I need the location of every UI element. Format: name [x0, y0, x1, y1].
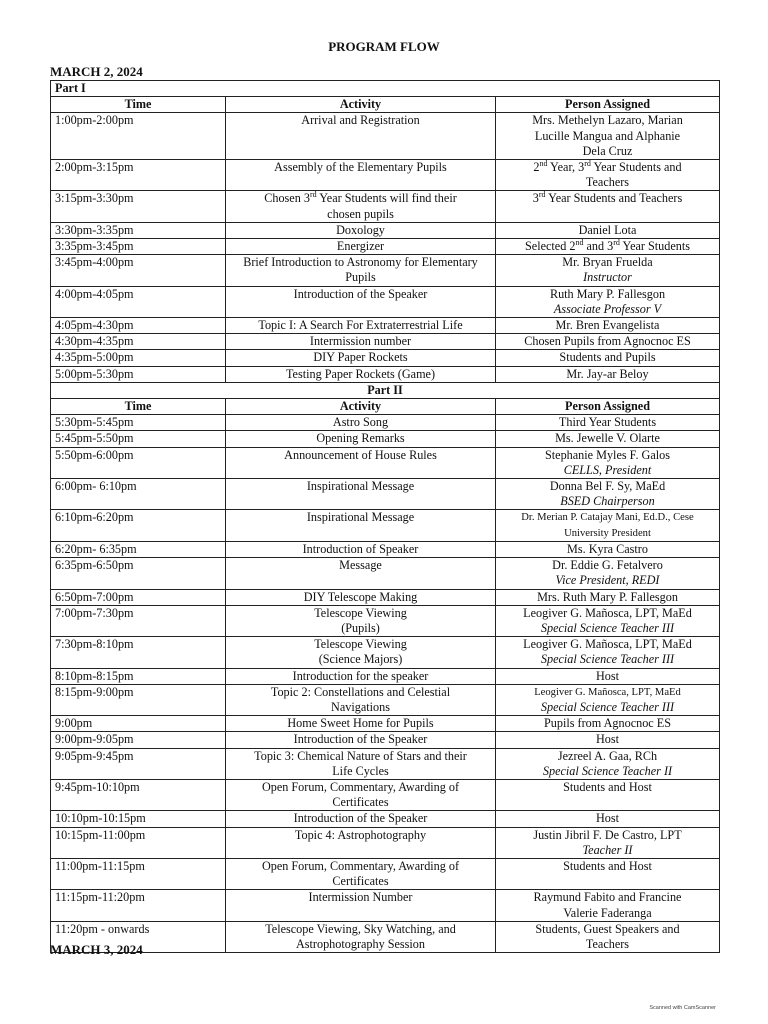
person-cell [496, 748, 720, 779]
activity-cell: Energizer [226, 239, 496, 255]
activity-cell: Doxology [226, 222, 496, 238]
part-row [51, 382, 720, 398]
role-text: Vice President, REDI [555, 573, 660, 588]
person-cell [496, 637, 720, 668]
activity-cell: Intermission Number [226, 890, 496, 921]
header-row [51, 399, 720, 415]
activity-cell: Inspirational Message [226, 479, 496, 510]
cell-text: Open Forum, Commentary, Awarding of [261, 779, 460, 794]
table-row [51, 827, 720, 858]
time-cell: 4:30pm-4:35pm [51, 334, 226, 350]
cell-text: Selected 2nd and 3rd Year Students [525, 237, 690, 254]
cell-text: Chosen Pupils from Agnocnoc ES [524, 334, 691, 349]
cell-text: Valerie Faderanga [563, 905, 652, 920]
table-row [51, 732, 720, 748]
cell-text: chosen pupils [327, 206, 394, 221]
time-cell: 2:00pm-3:15pm [51, 160, 226, 191]
cell-text: Mrs. Ruth Mary P. Fallesgon [537, 589, 678, 604]
person-cell [496, 811, 720, 827]
cell-text: Jezreel A. Gaa, RCh [557, 748, 658, 763]
cell-text: (Science Majors) [318, 652, 403, 667]
activity-cell: Introduction of Speaker [226, 541, 496, 557]
time-cell: 3:30pm-3:35pm [51, 222, 226, 238]
time-cell: 6:20pm- 6:35pm [51, 541, 226, 557]
activity-cell [226, 779, 496, 810]
activity-cell: DIY Telescope Making [226, 589, 496, 605]
cell-text: Students and Host [563, 858, 652, 873]
time-cell: 10:10pm-10:15pm [51, 811, 226, 827]
time-cell: 5:30pm-5:45pm [51, 415, 226, 431]
cell-text: Teachers [585, 175, 630, 190]
table-row [51, 716, 720, 732]
cell-text: Host [595, 732, 620, 747]
time-cell: 11:20pm - onwards [51, 921, 226, 952]
table-row [51, 191, 720, 222]
cell-text: Donna Bel F. Sy, MaEd [549, 479, 666, 494]
activity-cell [226, 637, 496, 668]
part-label: Part II [51, 382, 720, 398]
cell-text: Open Forum, Commentary, Awarding of [261, 858, 460, 873]
table-row [51, 558, 720, 589]
table-row [51, 668, 720, 684]
role-text: BSED Chairperson [560, 494, 655, 509]
time-cell: 5:50pm-6:00pm [51, 447, 226, 478]
time-cell: 9:00pm [51, 716, 226, 732]
cell-text: Host [595, 811, 620, 826]
activity-cell: Introduction of the Speaker [226, 732, 496, 748]
person-cell [496, 191, 720, 222]
cell-text: Leogiver G. Mañosca, LPT, MaEd [523, 637, 692, 652]
cell-text: Dela Cruz [582, 143, 633, 158]
cell-text: University President [564, 527, 651, 539]
cell-text: Telescope Viewing, Sky Watching, and [265, 921, 456, 936]
header-activity: Activity [226, 97, 496, 113]
table-row [51, 479, 720, 510]
table-row [51, 748, 720, 779]
time-cell: 3:35pm-3:45pm [51, 239, 226, 255]
header-time: Time [51, 399, 226, 415]
person-cell [496, 605, 720, 636]
activity-cell: Home Sweet Home for Pupils [226, 716, 496, 732]
activity-cell: Introduction of the Speaker [226, 286, 496, 317]
time-cell: 3:15pm-3:30pm [51, 191, 226, 222]
cell-text: Daniel Lota [578, 222, 637, 237]
cell-text: Mr. Bren Evangelista [555, 318, 660, 333]
time-cell: 6:50pm-7:00pm [51, 589, 226, 605]
table-row [51, 890, 720, 921]
cell-text: Certificates [332, 795, 389, 810]
cell-text: Students and Pupils [559, 350, 656, 365]
time-cell: 4:00pm-4:05pm [51, 286, 226, 317]
part-label: Part I [51, 81, 720, 97]
person-cell [496, 222, 720, 238]
table-row [51, 858, 720, 889]
person-cell [496, 334, 720, 350]
table-row [51, 684, 720, 715]
person-cell [496, 113, 720, 160]
person-cell [496, 366, 720, 382]
person-cell [496, 510, 720, 541]
cell-text: Teachers [585, 936, 630, 951]
person-cell [496, 239, 720, 255]
cell-text: (Pupils) [341, 620, 380, 635]
person-cell [496, 431, 720, 447]
cell-text: Astrophotography Session [296, 936, 425, 951]
person-cell [496, 479, 720, 510]
time-cell: 3:45pm-4:00pm [51, 255, 226, 286]
person-cell [496, 350, 720, 366]
table-row [51, 366, 720, 382]
cell-text: Navigations [331, 699, 390, 714]
activity-cell: Introduction of the Speaker [226, 811, 496, 827]
role-text: Special Science Teacher III [540, 652, 675, 667]
table-row [51, 160, 720, 191]
activity-cell: Topic I: A Search For Extraterrestrial Life [226, 318, 496, 334]
cell-text: Host [595, 668, 620, 683]
time-cell: 1:00pm-2:00pm [51, 113, 226, 160]
time-cell: 9:05pm-9:45pm [51, 748, 226, 779]
cell-text: Ms. Kyra Castro [567, 541, 648, 556]
time-cell: 6:00pm- 6:10pm [51, 479, 226, 510]
cell-text: Ms. Jewelle V. Olarte [555, 431, 660, 446]
table-row [51, 239, 720, 255]
activity-cell: Intermission number [226, 334, 496, 350]
time-cell: 11:15pm-11:20pm [51, 890, 226, 921]
activity-cell: Astro Song [226, 415, 496, 431]
scanner-watermark: Scanned with CamScanner [649, 1004, 716, 1011]
person-cell [496, 415, 720, 431]
cell-text: Topic 2: Constellations and Celestial [270, 684, 451, 699]
time-cell: 10:15pm-11:00pm [51, 827, 226, 858]
time-cell: 4:05pm-4:30pm [51, 318, 226, 334]
cell-text: Dr. Eddie G. Fetalvero [552, 558, 663, 573]
person-cell [496, 732, 720, 748]
time-cell: 5:45pm-5:50pm [51, 431, 226, 447]
activity-cell: Introduction for the speaker [226, 668, 496, 684]
header-activity: Activity [226, 399, 496, 415]
activity-cell: Opening Remarks [226, 431, 496, 447]
table-row [51, 510, 720, 541]
cell-text: Mr. Bryan Fruelda [562, 255, 653, 270]
table-row [51, 779, 720, 810]
table-row [51, 113, 720, 160]
time-cell: 11:00pm-11:15pm [51, 858, 226, 889]
activity-cell [226, 748, 496, 779]
activity-cell [226, 921, 496, 952]
table-row [51, 334, 720, 350]
cell-text: 2nd Year, 3rd Year Students and [533, 158, 682, 175]
table-row [51, 318, 720, 334]
header-time: Time [51, 97, 226, 113]
table-row [51, 811, 720, 827]
cell-text: Dr. Merian P. Catajay Mani, Ed.D., Cese [521, 512, 694, 524]
table-row [51, 222, 720, 238]
cell-text: Students and Host [563, 779, 652, 794]
person-cell [496, 286, 720, 317]
time-cell: 9:45pm-10:10pm [51, 779, 226, 810]
cell-text: Telescope Viewing [314, 605, 407, 620]
person-cell [496, 541, 720, 557]
person-cell [496, 779, 720, 810]
role-text: Special Science Teacher III [540, 699, 675, 714]
table-row [51, 605, 720, 636]
table-row [51, 286, 720, 317]
cell-text: Ruth Mary P. Fallesgon [549, 286, 666, 301]
table-row [51, 637, 720, 668]
person-cell [496, 668, 720, 684]
time-cell: 9:00pm-9:05pm [51, 732, 226, 748]
header-row [51, 97, 720, 113]
person-cell [496, 827, 720, 858]
table-row [51, 541, 720, 557]
time-cell: 8:10pm-8:15pm [51, 668, 226, 684]
role-text: Instructor [583, 270, 632, 285]
cell-text: Third Year Students [558, 415, 657, 430]
person-cell [496, 890, 720, 921]
activity-cell: Announcement of House Rules [226, 447, 496, 478]
table-row [51, 415, 720, 431]
cell-text: Students, Guest Speakers and [535, 921, 680, 936]
cell-text: Mr. Jay-ar Beloy [566, 366, 649, 381]
role-text: CELLS, President [563, 462, 652, 477]
activity-cell: Brief Introduction to Astronomy for Elementary Pupils [226, 255, 496, 286]
role-text: Special Science Teacher II [542, 763, 673, 778]
cell-text: Stephanie Myles F. Galos [545, 447, 670, 462]
person-cell [496, 858, 720, 889]
cell-text: Certificates [332, 874, 389, 889]
role-text: Special Science Teacher III [540, 620, 675, 635]
table-row [51, 255, 720, 286]
part-row [51, 81, 720, 97]
person-cell [496, 716, 720, 732]
cell-text: Pupils from Agnocnoc ES [544, 716, 671, 731]
cell-text: Leogiver G. Mañosca, LPT, MaEd [523, 605, 692, 620]
activity-cell [226, 605, 496, 636]
time-cell: 4:35pm-5:00pm [51, 350, 226, 366]
cell-text: Justin Jibril F. De Castro, LPT [533, 827, 682, 842]
cell-text: 3rd Year Students and Teachers [532, 190, 683, 206]
person-cell [496, 318, 720, 334]
date-heading-march-2: MARCH 2, 2024 [50, 64, 143, 79]
header-person: Person Assigned [496, 97, 720, 113]
program-table [50, 80, 720, 953]
role-text: Teacher II [582, 842, 633, 857]
cell-text: Mrs. Methelyn Lazaro, Marian [532, 113, 683, 128]
activity-cell: Assembly of the Elementary Pupils [226, 160, 496, 191]
cell-text: Telescope Viewing [314, 637, 407, 652]
activity-cell [226, 191, 496, 222]
table-row [51, 921, 720, 952]
person-cell [496, 589, 720, 605]
role-text: Associate Professor V [553, 301, 662, 316]
activity-cell: DIY Paper Rockets [226, 350, 496, 366]
activity-cell: Inspirational Message [226, 510, 496, 541]
person-cell [496, 684, 720, 715]
time-cell: 7:00pm-7:30pm [51, 605, 226, 636]
cell-text: Chosen 3rd Year Students will find their [264, 190, 457, 206]
activity-cell [226, 684, 496, 715]
cell-text: Raymund Fabito and Francine [533, 890, 682, 905]
table-row [51, 589, 720, 605]
cell-text: Life Cycles [332, 763, 389, 778]
activity-cell: Arrival and Registration [226, 113, 496, 160]
table-row [51, 447, 720, 478]
time-cell: 7:30pm-8:10pm [51, 637, 226, 668]
activity-cell: Topic 4: Astrophotography [226, 827, 496, 858]
time-cell: 8:15pm-9:00pm [51, 684, 226, 715]
table-row [51, 350, 720, 366]
person-cell [496, 255, 720, 286]
time-cell: 5:00pm-5:30pm [51, 366, 226, 382]
document-title: PROGRAM FLOW [328, 39, 440, 54]
cell-text: Topic 3: Chemical Nature of Stars and their [254, 748, 467, 763]
person-cell [496, 160, 720, 191]
person-cell [496, 558, 720, 589]
time-cell: 6:10pm-6:20pm [51, 510, 226, 541]
person-cell [496, 447, 720, 478]
cell-text: Leogiver G. Mañosca, LPT, MaEd [534, 686, 681, 698]
header-person: Person Assigned [496, 399, 720, 415]
person-cell [496, 921, 720, 952]
table-row [51, 431, 720, 447]
date-heading-march-3: MARCH 3, 2024 [50, 942, 143, 957]
time-cell: 6:35pm-6:50pm [51, 558, 226, 589]
activity-cell: Testing Paper Rockets (Game) [226, 366, 496, 382]
activity-cell: Message [226, 558, 496, 589]
activity-cell [226, 858, 496, 889]
cell-text: Lucille Mangua and Alphanie [534, 128, 681, 143]
